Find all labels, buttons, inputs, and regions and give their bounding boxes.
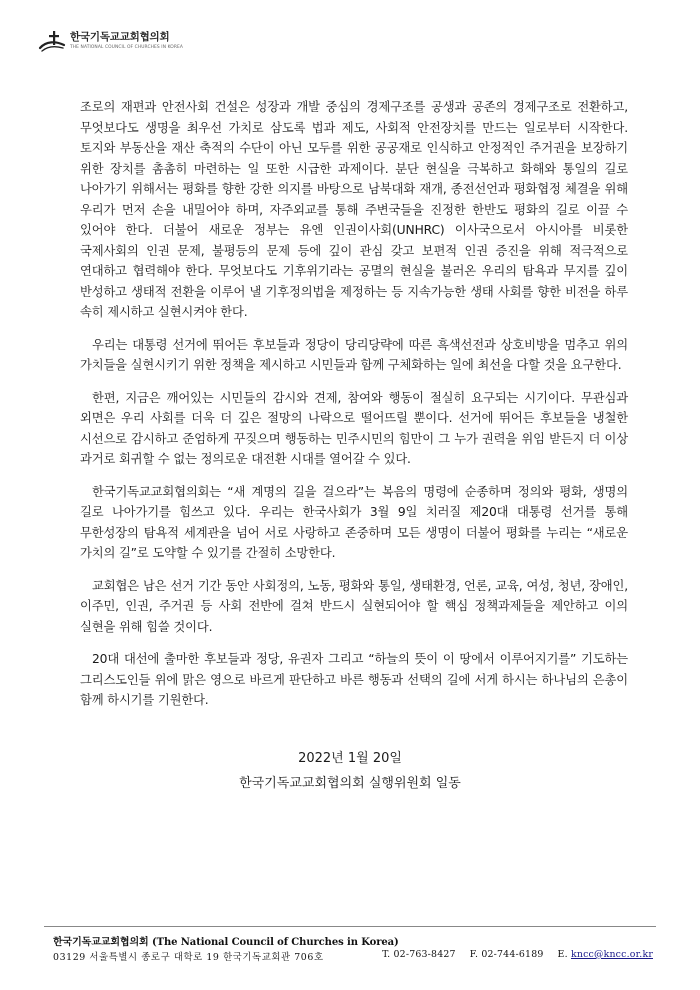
org-name-ko: 한국기독교교회협의회 — [70, 31, 170, 44]
org-name-en: THE NATIONAL COUNCIL OF CHURCHES IN KOREA — [70, 44, 183, 50]
paragraph: 한편, 지금은 깨어있는 시민들의 감시와 견제, 참여와 행동이 절실히 요구되는 시기이다. 무관심과 외면은 우리 사회를 더욱 더 깊은 절망의 나락으로 떨어뜨릴 뿐이다. 선거에 뛰어든 후보들을 냉철한 시선으로 감시하고 준엄하게 꾸짖으며 행동하는 민주시민의 힘만이 그 누가 권력을 위임 받든지 더 이상 과거로 회귀할 수 없는 정의로운 대전환 시대를 열어갈 수 있다. — [80, 390, 628, 466]
footer-email-link[interactable]: kncc@kncc.or.kr — [570, 949, 653, 960]
footer-phone: T. 02-763-8427 — [382, 949, 456, 960]
paragraph: 20대 대선에 출마한 후보들과 정당, 유권자 그리고 “하늘의 뜻이 이 땅에서 이루어지기를” 기도하는 그리스도인들 위에 맑은 영으로 바르게 판단하고 바른 행동과 선택의 길에 서게 하시는 하나님의 은총이 함께 하시기를 기원한다. — [80, 652, 628, 707]
paragraph: 우리는 대통령 선거에 뛰어든 후보들과 정당이 당리당략에 따른 흑색선전과 상호비방을 멈추고 위의 가치들을 실현시키기 위한 정책을 제시하고 시민들과 함께 구체화하는 일에 최선을 다할 것을 요구한다. — [80, 337, 628, 372]
paragraph: 한국기독교교회협의회는 “새 계명의 길을 걸으라”는 복음의 명령에 순종하며 정의와 평화, 생명의 길로 나아가기를 힘쓰고 있다. 우리는 한국사회가 3월 9일 치러질 제20대 대통령 선거를 통해 무한성장의 탐욕적 세계관을 넘어 서로 사랑하고 존중하며 모든 생명이 더불어 평화를 누리는 “새로운 가치의 길”로 도약할 수 있기를 간절히 소망한다. — [80, 484, 628, 560]
signatory: 한국기독교교회협의회 실행위원회 일동 — [239, 776, 461, 791]
footer-fax: F. 02-744-6189 — [469, 949, 544, 960]
letter-body — [80, 97, 628, 723]
paragraph: 조로의 재편과 안전사회 건설은 성장과 개발 중심의 경제구조를 공생과 공존의 경제구조로 전환하고, 무엇보다도 생명을 최우선 가치로 삼도록 법과 제도, 사회적 안전장치를 만드는 일로부터 시작한다. 토지와 부동산을 재산 축적의 수단이 아닌 모두를 위한 공공재로 인식하고 안정적인 주거권을 보장하기 위한 장치를 촘촘히 마련하는 일 또한 시급한 과제이다. 분단 현실을 극복하고 화해와 통일의 길로 나아가기 위해서는 평화를 향한 강한 의지를 바탕으로 남북대화 재개, 종전선언과 평화협정 체결을 위해 우리가 먼저 손을 내밀어야 하며, 자주외교를 통해 주변국들을 진정한 한반도 평화의 길로 이끌 수 있어야 한다. 더불어 새로운 정부는 유엔 인권이사회(UNHRC) 이사국으로서 아시아를 비롯한 국제사회의 인권 문제, 불평등의 문제 등에 깊이 관심 갖고 보편적 인권 증진을 위해 적극적으로 연대하고 협력해야 한다. 무엇보다도 기후위기라는 공멸의 현실을 불러온 우리의 탐욕과 무지를 깊이 반성하고 생태적 전환을 이루어 낼 기후정의법을 제정하는 등 지속가능한 생태 사회를 향한 비전을 하루 속히 제시하고 실현시켜야 한다. — [80, 100, 628, 319]
footer-divider — [44, 926, 656, 927]
footer-contact — [53, 949, 653, 963]
footer-org-name: 한국기독교교회협의회 (The National Council of Churches in Korea) — [53, 937, 399, 948]
document-date: 2022년 1월 20일 — [298, 751, 402, 766]
footer-email-group — [558, 949, 653, 963]
footer-address: 03129 서울특별시 종로구 대학로 19 한국기독교회관 706호 — [53, 952, 324, 963]
footer-email-label: E. — [557, 949, 568, 960]
letterhead — [38, 28, 183, 54]
kncc-logo-icon — [38, 29, 66, 53]
paragraph: 교회협은 남은 선거 기간 동안 사회정의, 노동, 평화와 통일, 생태환경, 언론, 교육, 여성, 청년, 장애인, 이주민, 인권, 주거권 등 사회 전반에 걸쳐 반드시 실현되어야 할 핵심 정책과제들을 제안하고 이의 실현을 위해 힘쓸 것이다. — [80, 578, 628, 634]
